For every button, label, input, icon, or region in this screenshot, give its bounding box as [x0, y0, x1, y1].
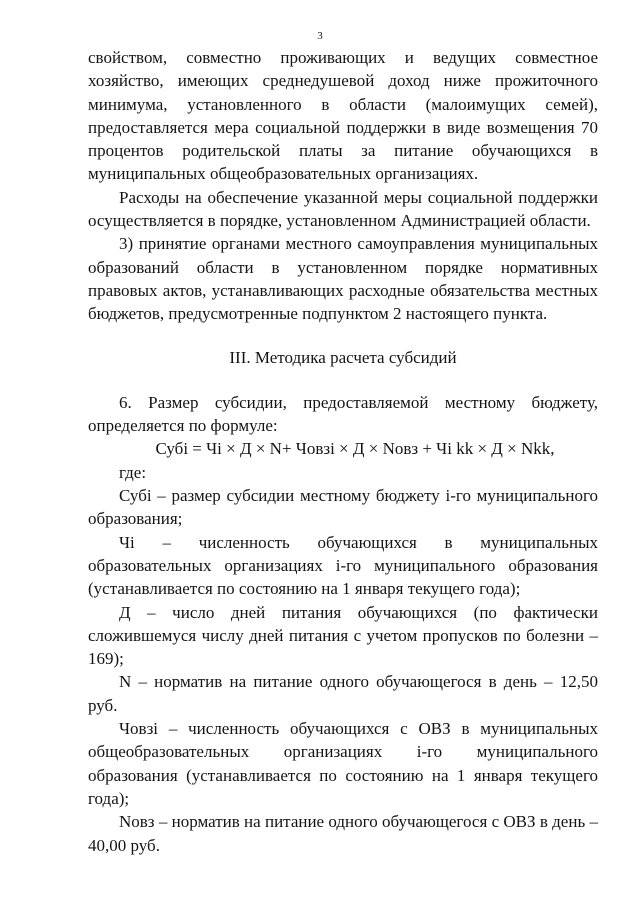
- section-heading: III. Методика расчета субсидий: [229, 347, 457, 367]
- subsidy-formula: Субi = Чi × Д × N+ Човзi × Д × Nовз + Чi kk × Д × Nkk,: [155, 439, 555, 459]
- definition-d: Д – число дней питания обучающихся (по фактически сложившемуся числу дней питания с учетом пропусков по болезни – 169);: [88, 602, 598, 669]
- definition-novz: Nовз – норматив на питание одного обучающегося с ОВЗ в день – 40,00 руб.: [88, 812, 598, 855]
- where-label: где:: [119, 462, 147, 482]
- paragraph-item-3: 3) принятие органами местного самоуправления муниципальных образований области в установленном порядке нормативных правовых актов, устанавливающих расходные обязательства местных бюджетов, предусмотренные подпунктом 2 настоящего пункта.: [88, 234, 598, 324]
- document-body: [88, 46, 598, 857]
- paragraph-item-6: 6. Размер субсидии, предоставляемой местному бюджету, определяется по формуле:: [88, 392, 598, 436]
- definition-n: N – норматив на питание одного обучающегося в день – 12,50 руб.: [88, 672, 598, 715]
- paragraph-expenses: Расходы на обеспечение указанной меры социальной поддержки осуществляется в порядке, установленном Администрацией области.: [88, 187, 598, 231]
- page-number: 3: [317, 30, 323, 42]
- definition-sub: Субi – размер субсидии местному бюджету i-го муниципального образования;: [88, 486, 598, 529]
- paragraph-continuation: свойством, совместно проживающих и ведущих совместное хозяйство, имеющих среднедушевой доход ниже прожиточного минимума, установленного в области (малоимущих семей), предоставляется мера социальной поддержки в виде возмещения 70 процентов родительской платы за питание обучающихся в муниципальных общеобразовательных организациях.: [88, 48, 598, 184]
- definition-ch: Чi – численность обучающихся в муниципальных образовательных организациях i-го муниципального образования (устанавливается по состоянию на 1 января текущего года);: [88, 532, 598, 599]
- definition-chovz: Човзi – численность обучающихся с ОВЗ в муниципальных общеобразовательных организациях i-го муниципального образования (устанавливается по состоянию на 1 января текущего года);: [88, 719, 598, 808]
